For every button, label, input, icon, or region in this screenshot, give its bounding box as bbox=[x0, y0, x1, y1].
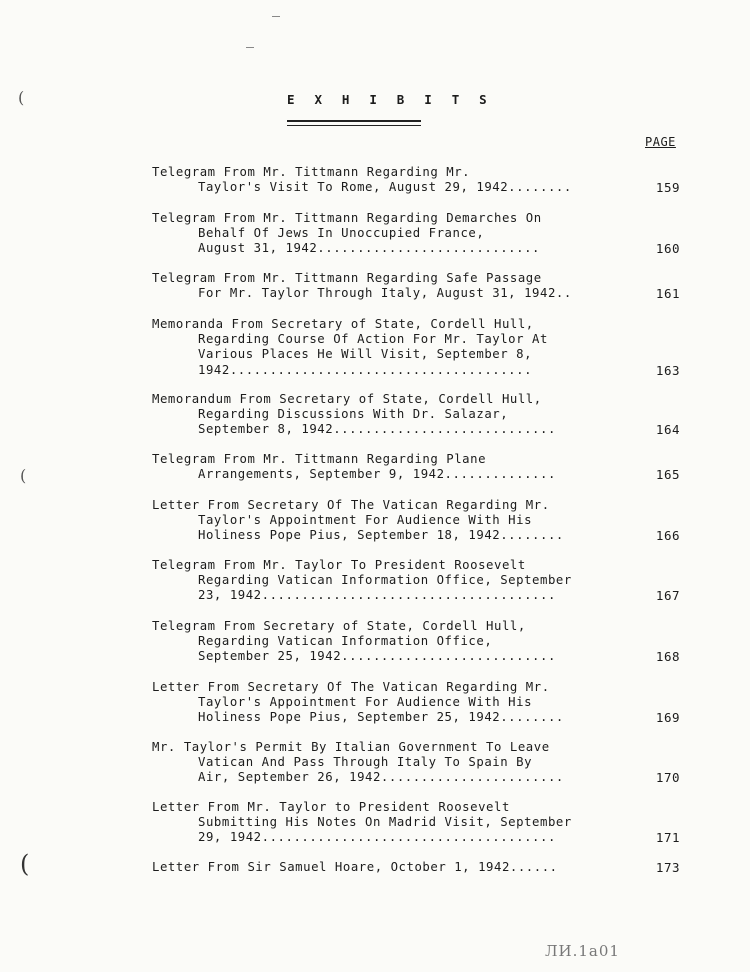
page-column-label: PAGE bbox=[645, 135, 676, 149]
scan-mark: ( bbox=[20, 850, 30, 878]
exhibit-title-line: Letter From Secretary Of The Vatican Regarding Mr. bbox=[152, 680, 550, 694]
exhibit-title-line: Telegram From Mr. Tittmann Regarding Mr. bbox=[152, 165, 471, 179]
archive-stamp: ЛИ.1а01 bbox=[545, 942, 620, 960]
exhibit-page-number: 170 bbox=[655, 770, 680, 786]
exhibit-continuation-line: Regarding Course Of Action For Mr. Taylor At bbox=[198, 332, 548, 347]
exhibit-continuation-line: Submitting His Notes On Madrid Visit, September bbox=[198, 815, 572, 830]
exhibit-entry bbox=[152, 271, 692, 301]
scan-speck bbox=[246, 47, 254, 48]
exhibit-continuation-line: August 31, 1942............................ bbox=[198, 241, 540, 256]
exhibit-continuation-line: Air, September 26, 1942....................... bbox=[198, 770, 564, 785]
exhibit-continuation-line: 1942...................................... bbox=[198, 362, 533, 377]
page-title: E X H I B I T S bbox=[287, 92, 493, 107]
exhibit-page-number: 166 bbox=[655, 528, 680, 544]
exhibit-continuation-line: Vatican And Pass Through Italy To Spain By bbox=[198, 755, 533, 770]
exhibit-entry bbox=[152, 680, 692, 726]
exhibit-continuation-line: Behalf Of Jews In Unoccupied France, bbox=[198, 226, 485, 241]
exhibit-entry bbox=[152, 317, 692, 378]
exhibit-page-number: 171 bbox=[655, 830, 680, 846]
exhibit-entry bbox=[152, 392, 692, 438]
exhibit-continuation-line: September 8, 1942............................ bbox=[198, 422, 556, 437]
exhibit-entry bbox=[152, 740, 692, 786]
exhibit-entry bbox=[152, 558, 692, 604]
exhibit-page-number: 173 bbox=[655, 860, 680, 875]
exhibit-title-line: Telegram From Mr. Tittmann Regarding Demarches On bbox=[152, 211, 542, 225]
title-underline bbox=[287, 120, 421, 126]
exhibit-page-number: 159 bbox=[655, 180, 680, 196]
exhibit-continuation-line: Taylor's Visit To Rome, August 29, 1942........ bbox=[198, 180, 572, 195]
exhibit-page-number: 163 bbox=[655, 362, 680, 378]
exhibit-title-line: Telegram From Mr. Taylor To President Roosevelt bbox=[152, 558, 526, 572]
exhibit-continuation-line: Various Places He Will Visit, September 8, bbox=[198, 347, 533, 362]
exhibit-title-line: Telegram From Mr. Tittmann Regarding Safe Passage bbox=[152, 271, 542, 285]
exhibit-continuation-line: September 25, 1942........................... bbox=[198, 649, 556, 664]
exhibit-continuation-line: Taylor's Appointment For Audience With His bbox=[198, 513, 533, 528]
exhibit-page-number: 169 bbox=[655, 710, 680, 726]
scan-mark: ( bbox=[20, 466, 27, 485]
exhibit-continuation-line: Regarding Vatican Information Office, bbox=[198, 634, 493, 649]
exhibit-title-line: Memoranda From Secretary of State, Cordell Hull, bbox=[152, 317, 534, 331]
exhibit-continuation-line: Regarding Vatican Information Office, September bbox=[198, 573, 572, 588]
exhibit-continuation-line: 23, 1942..................................... bbox=[198, 588, 556, 603]
scan-speck bbox=[272, 16, 280, 17]
exhibit-entry bbox=[152, 860, 692, 875]
exhibit-continuation-line: Taylor's Appointment For Audience With His bbox=[198, 695, 533, 710]
exhibit-title-line: Letter From Sir Samuel Hoare, October 1, 1942...... bbox=[152, 860, 558, 874]
exhibit-title-line: Mr. Taylor's Permit By Italian Government To Leave bbox=[152, 740, 550, 754]
exhibit-continuation-line: Arrangements, September 9, 1942.............. bbox=[198, 467, 556, 482]
exhibit-entry bbox=[152, 165, 692, 195]
exhibit-page-number: 167 bbox=[655, 588, 680, 604]
exhibit-page-number: 161 bbox=[655, 286, 680, 302]
exhibit-entry bbox=[152, 619, 692, 665]
exhibit-page-number: 160 bbox=[655, 241, 680, 257]
exhibit-title-line: Telegram From Secretary of State, Cordell Hull, bbox=[152, 619, 526, 633]
exhibit-page-number: 165 bbox=[655, 467, 680, 483]
exhibit-entry bbox=[152, 800, 692, 846]
exhibit-title-line: Letter From Secretary Of The Vatican Regarding Mr. bbox=[152, 498, 550, 512]
scan-mark: ( bbox=[18, 88, 25, 107]
exhibit-continuation-line: Regarding Discussions With Dr. Salazar, bbox=[198, 407, 509, 422]
exhibit-entry bbox=[152, 498, 692, 544]
exhibit-continuation-line: 29, 1942..................................... bbox=[198, 830, 556, 845]
exhibit-page-number: 164 bbox=[655, 422, 680, 438]
exhibit-title-line: Memorandum From Secretary of State, Cordell Hull, bbox=[152, 392, 542, 406]
exhibit-title-line: Letter From Mr. Taylor to President Roosevelt bbox=[152, 800, 510, 814]
exhibit-entry bbox=[152, 452, 692, 482]
exhibit-continuation-line: Holiness Pope Pius, September 18, 1942........ bbox=[198, 528, 564, 543]
exhibit-continuation-line: For Mr. Taylor Through Italy, August 31, 1942.. bbox=[198, 286, 572, 301]
exhibit-title-line: Telegram From Mr. Tittmann Regarding Plane bbox=[152, 452, 487, 466]
exhibit-entry bbox=[152, 211, 692, 257]
exhibit-page-number: 168 bbox=[655, 649, 680, 665]
exhibit-continuation-line: Holiness Pope Pius, September 25, 1942........ bbox=[198, 710, 564, 725]
